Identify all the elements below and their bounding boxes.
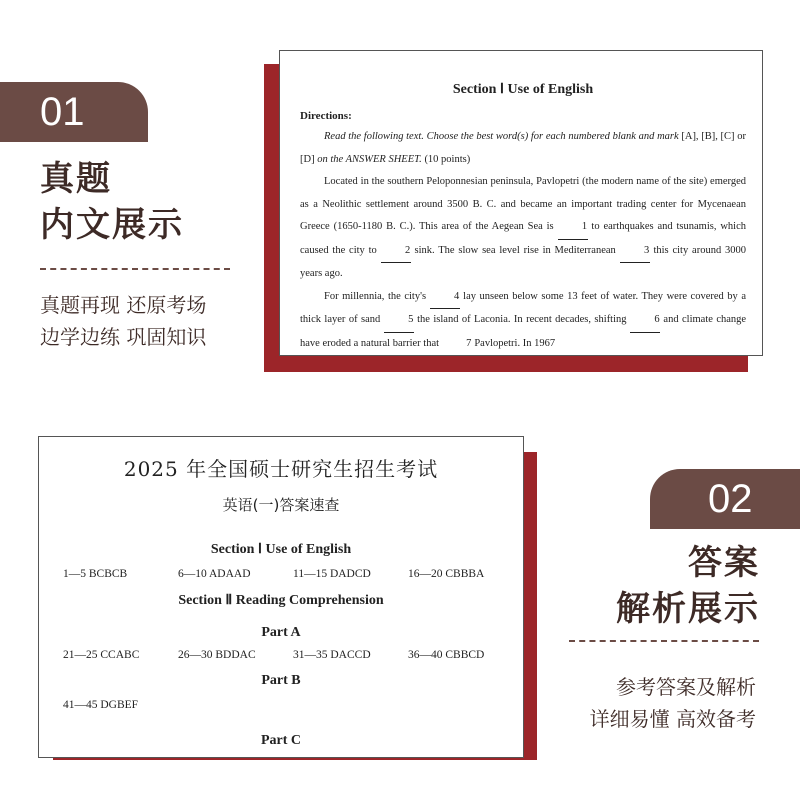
answer-group: 26—30 BDDAC <box>178 649 256 661</box>
section-number: 01 <box>40 89 85 134</box>
part-a-title: Part A <box>261 625 301 640</box>
caption-line-1: 真题再现 还原考场 <box>40 293 207 317</box>
blank-3: 3 <box>620 240 650 264</box>
part-b-title: Part B <box>261 673 301 688</box>
answer-group: 21—25 CCABC <box>63 649 140 661</box>
dashed-divider <box>40 268 230 270</box>
blank-6: 6 <box>630 309 660 333</box>
section-title: Section Ⅰ Use of English <box>452 82 594 97</box>
section-heading-01 <box>40 156 184 248</box>
heading-line-1: 真题 <box>40 159 112 199</box>
passage-paragraph-2: For millennia, the city's 4 lay unseen below some 13 feet of water. They were covered by a thick layer of sand 5 the island of Laconia. In recent decades, shifting 6 and climate change have eroded a natural barrier that 7 Pavlopetri. In 1967 <box>300 286 746 357</box>
answer-key-title: 英语(一)答案速查 <box>222 496 340 514</box>
blank-5: 5 <box>384 309 414 333</box>
blank-4: 4 <box>430 286 460 310</box>
section-heading-02 <box>600 540 760 632</box>
blank-7: 7 <box>442 333 472 357</box>
section-number-badge-01 <box>0 82 148 142</box>
answer-group: 16—20 CBBBA <box>408 568 485 580</box>
answer-group: 6—10 ADAAD <box>178 568 251 580</box>
blank-1: 1 <box>558 216 588 240</box>
answer-page-preview <box>38 436 524 758</box>
section-caption-02 <box>540 671 756 735</box>
heading-line-1: 答案 <box>688 543 760 583</box>
directions-label: Directions: <box>300 110 352 122</box>
answer-group: 1—5 BCBCB <box>63 568 128 580</box>
heading-line-2: 解析展示 <box>616 589 760 629</box>
exam-title: 2025 年全国硕士研究生招生考试 <box>123 457 439 481</box>
caption-line-2: 详细易懂 高效备考 <box>589 707 756 731</box>
exam-page-preview <box>279 50 763 356</box>
section-caption-01 <box>40 289 206 353</box>
answer-group: 36—40 CBBCD <box>408 649 485 661</box>
section-number: 02 <box>708 476 753 521</box>
part-c-title: Part C <box>260 733 302 748</box>
section-1-title: Section Ⅰ Use of English <box>210 542 352 557</box>
heading-line-2: 内文展示 <box>40 205 184 245</box>
answer-group: 41—45 DGBEF <box>63 699 139 711</box>
part-a-answers <box>39 649 523 661</box>
passage-paragraph-1: Located in the southern Peloponnesian peninsula, Pavlopetri (the modern name of the site) emerged as a Neolithic settlement around 3500 B. C. and became an important trading center for Mycenaean Greece (1650-1180 B. C.). This area of the Aegean Sea is 1 to earthquakes and tsunamis, which caused the city to 2 sink. The slow sea level rise in Mediterranean 3 this city around 3000 years ago. <box>300 176 747 279</box>
section-2-title: Section Ⅱ Reading Comprehension <box>178 593 384 608</box>
blank-2: 2 <box>381 240 411 264</box>
part-b-answers <box>39 699 523 711</box>
caption-line-1: 参考答案及解析 <box>616 675 756 699</box>
answer-group: 11—15 DADCD <box>293 568 371 580</box>
section-number-badge-02 <box>650 469 800 529</box>
dashed-divider <box>569 640 759 642</box>
section-1-answers <box>39 568 523 580</box>
caption-line-2: 边学边练 巩固知识 <box>40 325 207 349</box>
directions-text: Read the following text. Choose the best word(s) for each numbered blank and mark [A], [B], [C] or [D] on the ANSWER SHEET. (10 points) <box>300 131 746 165</box>
answer-group: 31—35 DACCD <box>293 649 371 661</box>
